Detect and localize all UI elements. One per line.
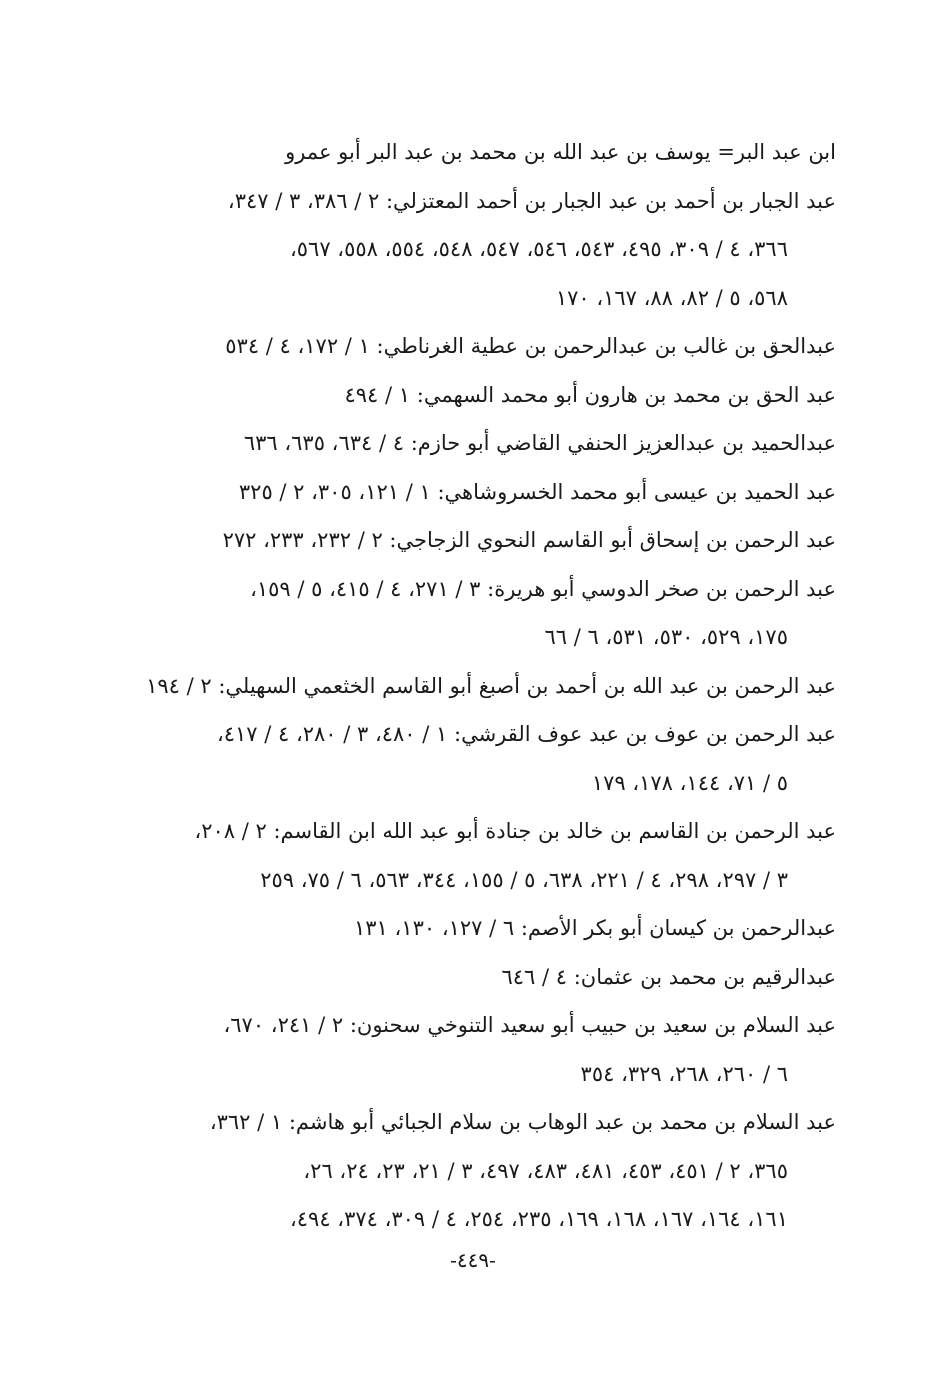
- entry-line: عبدالرقيم بن محمد بن عثمان: ٤ / ٦٤٦: [501, 964, 836, 989]
- entry-line: عبدالحميد بن عبدالعزيز الحنفي القاضي أبو حازم: ٤ / ٦٣٤، ٦٣٥، ٦٣٦: [243, 431, 836, 455]
- entry-continuation-line: ٦ / ٢٦٠، ٢٦٨، ٣٢٩، ٣٥٤: [580, 1061, 788, 1086]
- entry-line: عبد الرحمن بن عوف بن عبد عوف القرشي: ١ / ٤٨٠، ٣ / ٢٨٠، ٤ / ٤١٧،: [216, 722, 836, 746]
- entry-line: عبد الحق بن محمد بن هارون أبو محمد السهمي: ١ / ٤٩٤: [344, 382, 836, 407]
- entry-line: عبدالحق بن غالب بن عبدالرحمن بن عطية الغرناطي: ١ / ١٧٢، ٤ / ٥٣٤: [225, 334, 836, 358]
- entry-line: عبد الجبار بن أحمد بن عبد الجبار بن أحمد المعتزلي: ٢ / ٣٨٦، ٣ / ٣٤٧،: [227, 188, 836, 213]
- entry-continuation-line: ٥ / ٧١، ١٤٤، ١٧٨، ١٧٩: [591, 770, 788, 795]
- entry-line: عبد الرحمن بن إسحاق أبو القاسم النحوي الزجاجي: ٢ / ٢٣٢، ٢٣٣، ٢٧٢: [222, 528, 836, 552]
- entry-line: عبد الرحمن بن القاسم بن خالد بن جنادة أبو عبد الله ابن القاسم: ٢ / ٢٠٨،: [194, 819, 836, 843]
- entry-continuation-line: ٣ / ٢٩٧، ٢٩٨، ٤ / ٢٢١، ٦٣٨، ٥ / ١٥٥، ٣٤٤، ٥٦٣، ٦ / ٧٥، ٢٥٩: [260, 867, 788, 892]
- entry-continuation-line: ٣٦٦، ٤ / ٣٠٩، ٤٩٥، ٥٤٣، ٥٤٦، ٥٤٧، ٥٤٨، ٥٥٤، ٥٥٨، ٥٦٧،: [289, 237, 788, 261]
- entry-continuation-line: ١٧٥، ٥٢٩، ٥٣٠، ٥٣١، ٦ / ٦٦: [544, 625, 788, 649]
- entry-line: عبد الرحمن بن عبد الله بن أحمد بن أصبغ أبو القاسم الخثعمي السهيلي: ٢ / ١٩٤: [146, 673, 836, 698]
- entry-line: عبد الحميد بن عيسى أبو محمد الخسروشاهي: ١ / ١٢١، ٣٠٥، ٢ / ٣٢٥: [238, 479, 836, 504]
- entry-continuation-line: ٥٦٨، ٥ / ٨٢، ٨٨، ١٦٧، ١٧٠: [555, 285, 788, 310]
- entry-line: عبدالرحمن بن كيسان أبو بكر الأصم: ٦ / ١٢٧، ١٣٠، ١٣١: [354, 916, 836, 940]
- entry-continuation-line: ١٦١، ١٦٤، ١٦٧، ١٦٨، ١٦٩، ٢٣٥، ٢٥٤، ٤ / ٣٠٩، ٣٧٤، ٤٩٤،: [289, 1207, 788, 1231]
- index-entries: [130, 128, 836, 1244]
- entry-continuation-line: ٣٦٥، ٢ / ٤٥١، ٤٥٣، ٤٨١، ٤٨٣، ٤٩٧، ٣ / ٢١، ٢٣، ٢٤، ٢٦،: [303, 1158, 788, 1183]
- entry-line: ابن عبد البر= يوسف بن عبد الله بن محمد بن عبد البر أبو عمرو: [285, 140, 836, 164]
- entry-line: عبد السلام بن سعيد بن حبيب أبو سعيد التنوخي سحنون: ٢ / ٢٤١، ٦٧٠،: [223, 1013, 836, 1037]
- entry-line: عبد الرحمن بن صخر الدوسي أبو هريرة: ٣ / ٢٧١، ٤ / ٤١٥، ٥ / ١٥٩،: [250, 576, 836, 601]
- page-number: -٤٤٩-: [450, 1248, 496, 1272]
- entry-line: عبد السلام بن محمد بن عبد الوهاب بن سلام الجبائي أبو هاشم: ١ / ٣٦٢،: [209, 1110, 836, 1134]
